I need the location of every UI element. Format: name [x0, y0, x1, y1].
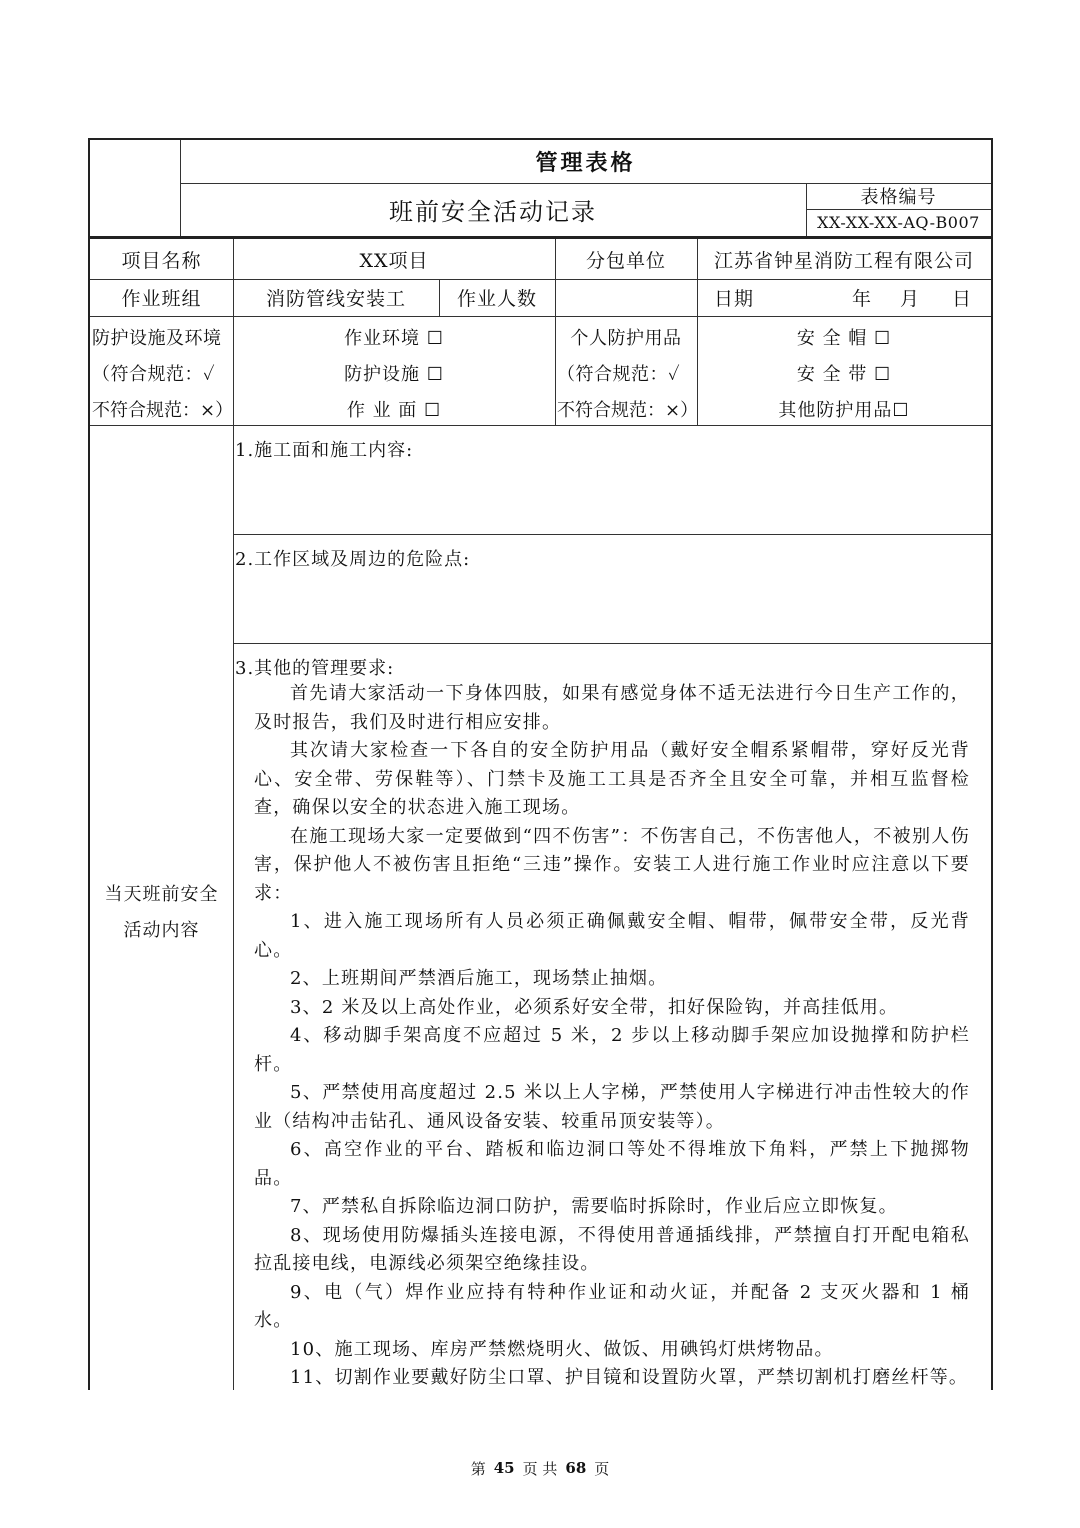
rule-item: 7、严禁私自拆除临边洞口防护，需要临时拆除时，作业后应立即恢复。 — [290, 1196, 898, 1217]
footer-mid: 页 共 — [522, 1459, 558, 1478]
project-name-value[interactable]: XX项目 — [359, 249, 429, 272]
subcontractor-value[interactable]: 江苏省钟星消防工程有限公司 — [713, 249, 974, 272]
footer-prefix: 第 — [470, 1459, 486, 1478]
rule-item: 6、高空作业的平台、踏板和临边洞口等处不得堆放下角料，严禁上下抛掷物品。 — [254, 1139, 970, 1189]
ppe-item-safety-belt[interactable]: 安 全 带 ☐ — [796, 364, 892, 385]
team-value[interactable]: 消防管线安装工 — [265, 288, 406, 310]
team-label: 作业班组 — [121, 288, 202, 310]
rule-item: 10、施工现场、库房严禁燃烧明火、做饭、用碘钨灯烘烤物品。 — [290, 1338, 834, 1360]
section-management-requirements: 3.其他的管理要求: — [235, 658, 395, 679]
current-page: 45 — [493, 1459, 515, 1477]
env-item-work-environment[interactable]: 作业环境 ☐ — [344, 328, 444, 349]
activity-content-label-line2: 活动内容 — [123, 920, 200, 941]
rule-item: 8、现场使用防爆插头连接电源，不得使用普通插线排，严禁擅自打开配电箱私拉乱接电线，电源线必须架空绝缘挂设。 — [254, 1224, 970, 1274]
ppe-label-line2: （符合规范：✓ — [557, 364, 681, 385]
env-item-work-surface[interactable]: 作 业 面 ☐ — [346, 400, 442, 421]
form-code-value: XX-XX-XX-AQ-B007 — [817, 213, 980, 232]
total-pages: 68 — [565, 1459, 587, 1477]
form-name: 班前安全活动记录 — [389, 198, 597, 226]
env-label-line1: 防护设施及环境 — [92, 328, 222, 349]
env-label-line3: 不符合规范：×） — [92, 400, 234, 421]
ppe-item-helmet[interactable]: 安 全 帽 ☐ — [796, 328, 892, 349]
env-label-line2: （符合规范：✓ — [92, 364, 216, 385]
date-label: 日期 — [714, 288, 755, 310]
activity-content-label-line1: 当天班前安全 — [104, 884, 219, 905]
rule-item: 3、2 米及以上高处作业，必须系好安全带，扣好保险钩，并高挂低用。 — [290, 996, 899, 1018]
rule-item: 4、移动脚手架高度不应超过 5 米，2 步以上移动脚手架应加设抛撑和防护栏杆。 — [254, 1025, 970, 1075]
page-title: 管理表格 — [535, 150, 636, 176]
ppe-item-other[interactable]: 其他防护用品☐ — [778, 400, 910, 421]
rule-item: 9、电（气）焊作业应持有特种作业证和动火证，并配备 2 支灭火器和 1 桶水。 — [254, 1281, 970, 1331]
project-name-label: 项目名称 — [121, 249, 202, 272]
footer-suffix: 页 — [594, 1459, 610, 1478]
row2-bottom — [90, 316, 991, 317]
rule-item: 2、上班期间严禁酒后施工，现场禁止抽烟。 — [290, 968, 668, 989]
section-work-content[interactable]: 1.施工面和施工内容: — [235, 440, 414, 461]
paragraph: 其次请大家检查一下各自的安全防护用品（戴好安全帽系紧帽带，穿好反光背心、安全带、劳保鞋等）、门禁卡及施工工具是否齐全且安全可靠，并相互监督检查，确保以安全的状态进入施工现场。 — [254, 740, 970, 818]
sec2-bottom — [233, 643, 991, 644]
subcontractor-label: 分包单位 — [585, 249, 666, 272]
env-item-protective-facilities[interactable]: 防护设施 ☐ — [344, 364, 444, 385]
rule-item: 1、进入施工现场所有人员必须正确佩戴安全帽、帽带，佩带安全带，反光背心。 — [254, 911, 970, 961]
sec1-bottom — [233, 534, 991, 535]
paragraph: 在施工现场大家一定要做到“四不伤害”：不伤害自己，不伤害他人，不被别人伤害，保护他人不被伤害且拒绝“三违”操作。安装工人进行施工作业时应注意以下要求： — [254, 825, 970, 904]
worker-count-label: 作业人数 — [456, 288, 537, 310]
ppe-label-line3: 不符合规范：×） — [557, 400, 699, 421]
rule-item: 11、切割作业要戴好防尘口罩、护目镜和设置防火罩，严禁切割机打磨丝杆等。 — [290, 1367, 969, 1388]
date-year[interactable]: 年 — [851, 288, 872, 310]
date-month[interactable]: 月 — [899, 288, 920, 310]
paragraph: 首先请大家活动一下身体四肢，如果有感觉身体不适无法进行今日生产工作的，及时报告，我们及时进行相应安排。 — [254, 683, 970, 733]
worker-count-value[interactable] — [555, 279, 697, 316]
form-code-label: 表格编号 — [860, 187, 937, 208]
date-day[interactable]: 日 — [951, 288, 972, 310]
section-hazards[interactable]: 2.工作区域及周边的危险点: — [235, 549, 471, 570]
management-requirements-text — [254, 680, 970, 1393]
ppe-label-line1: 个人防护用品 — [570, 328, 682, 349]
page-footer — [0, 1456, 1080, 1480]
rule-item: 5、严禁使用高度超过 2.5 米以上人字梯，严禁使用人字梯进行冲击性较大的作业（结构冲击钻孔、通风设备安装、较重吊顶安装等）。 — [254, 1082, 970, 1132]
